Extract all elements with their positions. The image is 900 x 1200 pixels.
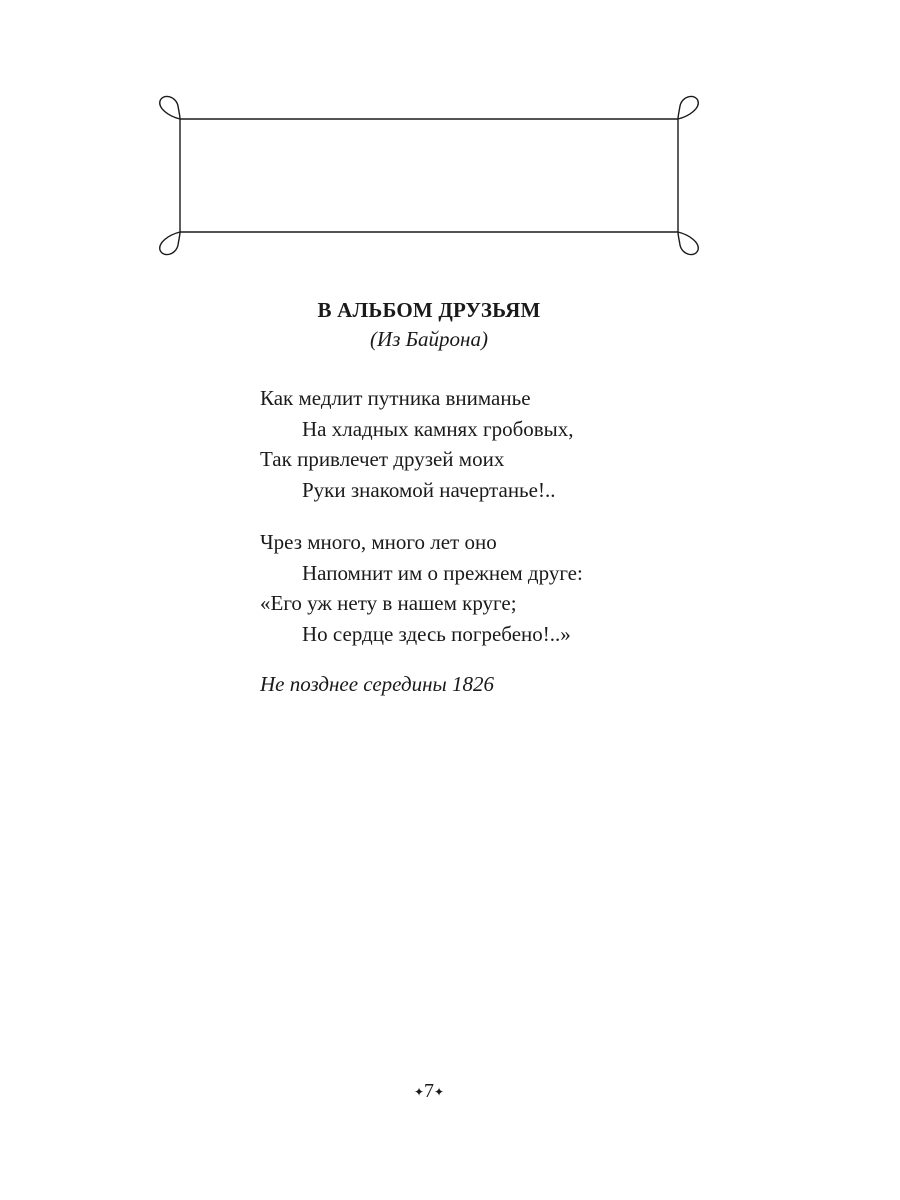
poem-line: Чрез много, много лет оно <box>260 530 497 554</box>
poem-body <box>260 383 583 671</box>
poem-line: Напомнит им о прежнем друге: <box>302 560 583 585</box>
stanza <box>260 383 583 505</box>
poem-line: Руки знакомой начертанье!.. <box>302 477 556 502</box>
poem-title: В АЛЬБОМ ДРУЗЬЯМ <box>317 298 541 322</box>
ornamental-frame-icon <box>154 94 704 256</box>
diamond-ornament-icon: ✦ <box>413 1084 424 1099</box>
poem-line: «Его уж нету в нашем круге; <box>260 591 517 615</box>
poem-line: Как медлит путника вниманье <box>260 386 531 410</box>
page-number <box>0 1080 858 1103</box>
poem-line: Но сердце здесь погребено!..» <box>302 621 571 646</box>
poem-subtitle: (Из Байрона) <box>370 327 488 351</box>
diamond-ornament-icon: ✦ <box>434 1084 445 1099</box>
page-number-value: 7 <box>424 1080 434 1102</box>
poem-line: Так привлечет друзей моих <box>260 447 505 471</box>
stanza <box>260 527 583 649</box>
poem-line: На хладных камнях гробовых, <box>302 416 574 441</box>
poem-date: Не позднее середины 1826 <box>260 672 494 696</box>
